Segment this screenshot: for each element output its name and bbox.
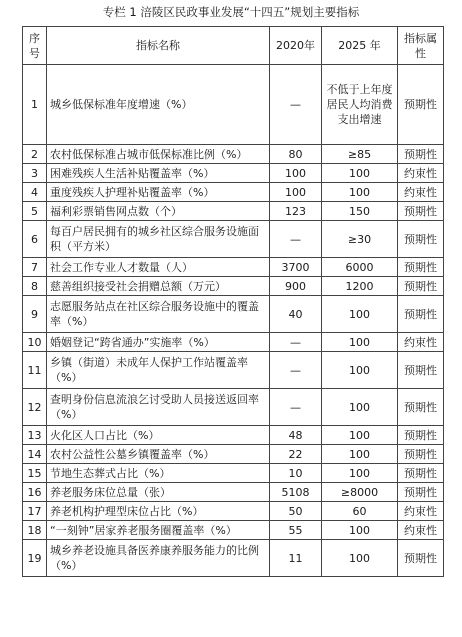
cell-no: 7: [23, 258, 47, 277]
cell-attr: 预期性: [398, 202, 444, 221]
cell-2025: 100: [322, 540, 398, 577]
header-2020: 2020年: [270, 27, 322, 65]
cell-2025: 100: [322, 389, 398, 426]
cell-attr: 预期性: [398, 389, 444, 426]
cell-2025: 100: [322, 521, 398, 540]
cell-2020: 3700: [270, 258, 322, 277]
cell-2025: 6000: [322, 258, 398, 277]
cell-2025: 100: [322, 333, 398, 352]
cell-name: 每百户居民拥有的城乡社区综合服务设施面积（平方米）: [47, 221, 270, 258]
cell-name: 农村低保标准占城市低保标准比例（%）: [47, 145, 270, 164]
header-name: 指标名称: [47, 27, 270, 65]
cell-no: 10: [23, 333, 47, 352]
cell-name: 慈善组织接受社会捐赠总额（万元）: [47, 277, 270, 296]
cell-no: 1: [23, 65, 47, 145]
table-row: [23, 258, 444, 277]
cell-no: 9: [23, 296, 47, 333]
cell-name: 火化区人口占比（%）: [47, 426, 270, 445]
cell-name: 农村公益性公墓乡镇覆盖率（%）: [47, 445, 270, 464]
cell-attr: 预期性: [398, 483, 444, 502]
cell-2020: 11: [270, 540, 322, 577]
cell-name: 城乡养老设施具备医养康养服务能力的比例（%）: [47, 540, 270, 577]
cell-name: 养老服务床位总量（张）: [47, 483, 270, 502]
cell-2020: 100: [270, 183, 322, 202]
cell-no: 6: [23, 221, 47, 258]
table-row: [23, 277, 444, 296]
cell-name: 福利彩票销售网点数（个）: [47, 202, 270, 221]
cell-2020: —: [270, 65, 322, 145]
header-2025: 2025 年: [322, 27, 398, 65]
table-row: [23, 145, 444, 164]
cell-2025: 100: [322, 164, 398, 183]
table-header-row: [23, 27, 444, 65]
table-row: [23, 464, 444, 483]
cell-name: 困难残疾人生活补贴覆盖率（%）: [47, 164, 270, 183]
cell-2025: 不低于上年度居民人均消费支出增速: [322, 65, 398, 145]
cell-2025: 100: [322, 183, 398, 202]
table-row: [23, 202, 444, 221]
cell-2020: —: [270, 389, 322, 426]
cell-attr: 预期性: [398, 221, 444, 258]
cell-attr: 预期性: [398, 277, 444, 296]
cell-2020: 10: [270, 464, 322, 483]
cell-name: 查明身份信息流浪乞讨受助人员接送返回率（%）: [47, 389, 270, 426]
header-no: 序号: [23, 27, 47, 65]
cell-2025: ≥85: [322, 145, 398, 164]
header-attr: 指标属性: [398, 27, 444, 65]
table-row: [23, 483, 444, 502]
cell-name: 志愿服务站点在社区综合服务设施中的覆盖率（%）: [47, 296, 270, 333]
table-row: [23, 352, 444, 389]
cell-attr: 预期性: [398, 445, 444, 464]
table-row: [23, 183, 444, 202]
cell-2020: 22: [270, 445, 322, 464]
cell-2025: 100: [322, 426, 398, 445]
cell-attr: 预期性: [398, 65, 444, 145]
indicators-table: [22, 26, 444, 577]
cell-attr: 约束性: [398, 164, 444, 183]
cell-attr: 约束性: [398, 183, 444, 202]
cell-attr: 预期性: [398, 464, 444, 483]
cell-attr: 约束性: [398, 502, 444, 521]
cell-no: 4: [23, 183, 47, 202]
cell-no: 2: [23, 145, 47, 164]
cell-attr: 预期性: [398, 145, 444, 164]
table-row: [23, 296, 444, 333]
cell-name: 婚姻登记“跨省通办”实施率（%）: [47, 333, 270, 352]
cell-name: 重度残疾人护理补贴覆盖率（%）: [47, 183, 270, 202]
cell-name: 养老机构护理型床位占比（%）: [47, 502, 270, 521]
cell-2025: 150: [322, 202, 398, 221]
cell-2020: —: [270, 352, 322, 389]
table-caption: 专栏 1 涪陵区民政事业发展“十四五”规划主要指标: [102, 5, 360, 19]
cell-2020: 50: [270, 502, 322, 521]
cell-name: 城乡低保标准年度增速（%）: [47, 65, 270, 145]
cell-no: 3: [23, 164, 47, 183]
cell-attr: 预期性: [398, 296, 444, 333]
cell-2025: 100: [322, 352, 398, 389]
cell-attr: 预期性: [398, 426, 444, 445]
cell-2020: 123: [270, 202, 322, 221]
cell-2020: 80: [270, 145, 322, 164]
cell-2020: —: [270, 221, 322, 258]
cell-2025: ≥30: [322, 221, 398, 258]
cell-attr: 约束性: [398, 521, 444, 540]
cell-2020: —: [270, 333, 322, 352]
table-row: [23, 502, 444, 521]
cell-no: 14: [23, 445, 47, 464]
cell-attr: 预期性: [398, 258, 444, 277]
cell-2020: 5108: [270, 483, 322, 502]
table-row: [23, 221, 444, 258]
table-row: [23, 521, 444, 540]
cell-2025: 100: [322, 296, 398, 333]
cell-2025: ≥8000: [322, 483, 398, 502]
cell-name: “一刻钟”居家养老服务圈覆盖率（%）: [47, 521, 270, 540]
cell-2025: 60: [322, 502, 398, 521]
cell-no: 5: [23, 202, 47, 221]
table-row: [23, 333, 444, 352]
table-row: [23, 164, 444, 183]
cell-attr: 约束性: [398, 333, 444, 352]
cell-no: 19: [23, 540, 47, 577]
cell-no: 16: [23, 483, 47, 502]
cell-2020: 55: [270, 521, 322, 540]
table-row: [23, 389, 444, 426]
cell-2020: 48: [270, 426, 322, 445]
cell-name: 乡镇（街道）未成年人保护工作站覆盖率（%）: [47, 352, 270, 389]
cell-2025: 100: [322, 445, 398, 464]
cell-no: 18: [23, 521, 47, 540]
cell-attr: 预期性: [398, 540, 444, 577]
cell-no: 8: [23, 277, 47, 296]
cell-no: 11: [23, 352, 47, 389]
cell-no: 13: [23, 426, 47, 445]
cell-2020: 40: [270, 296, 322, 333]
cell-name: 社会工作专业人才数量（人）: [47, 258, 270, 277]
cell-2025: 1200: [322, 277, 398, 296]
cell-2020: 100: [270, 164, 322, 183]
table-row: [23, 65, 444, 145]
table-row: [23, 426, 444, 445]
cell-no: 15: [23, 464, 47, 483]
cell-2025: 100: [322, 464, 398, 483]
table-row: [23, 445, 444, 464]
cell-attr: 预期性: [398, 352, 444, 389]
table-row: [23, 540, 444, 577]
cell-no: 17: [23, 502, 47, 521]
cell-name: 节地生态葬式占比（%）: [47, 464, 270, 483]
cell-2020: 900: [270, 277, 322, 296]
cell-no: 12: [23, 389, 47, 426]
